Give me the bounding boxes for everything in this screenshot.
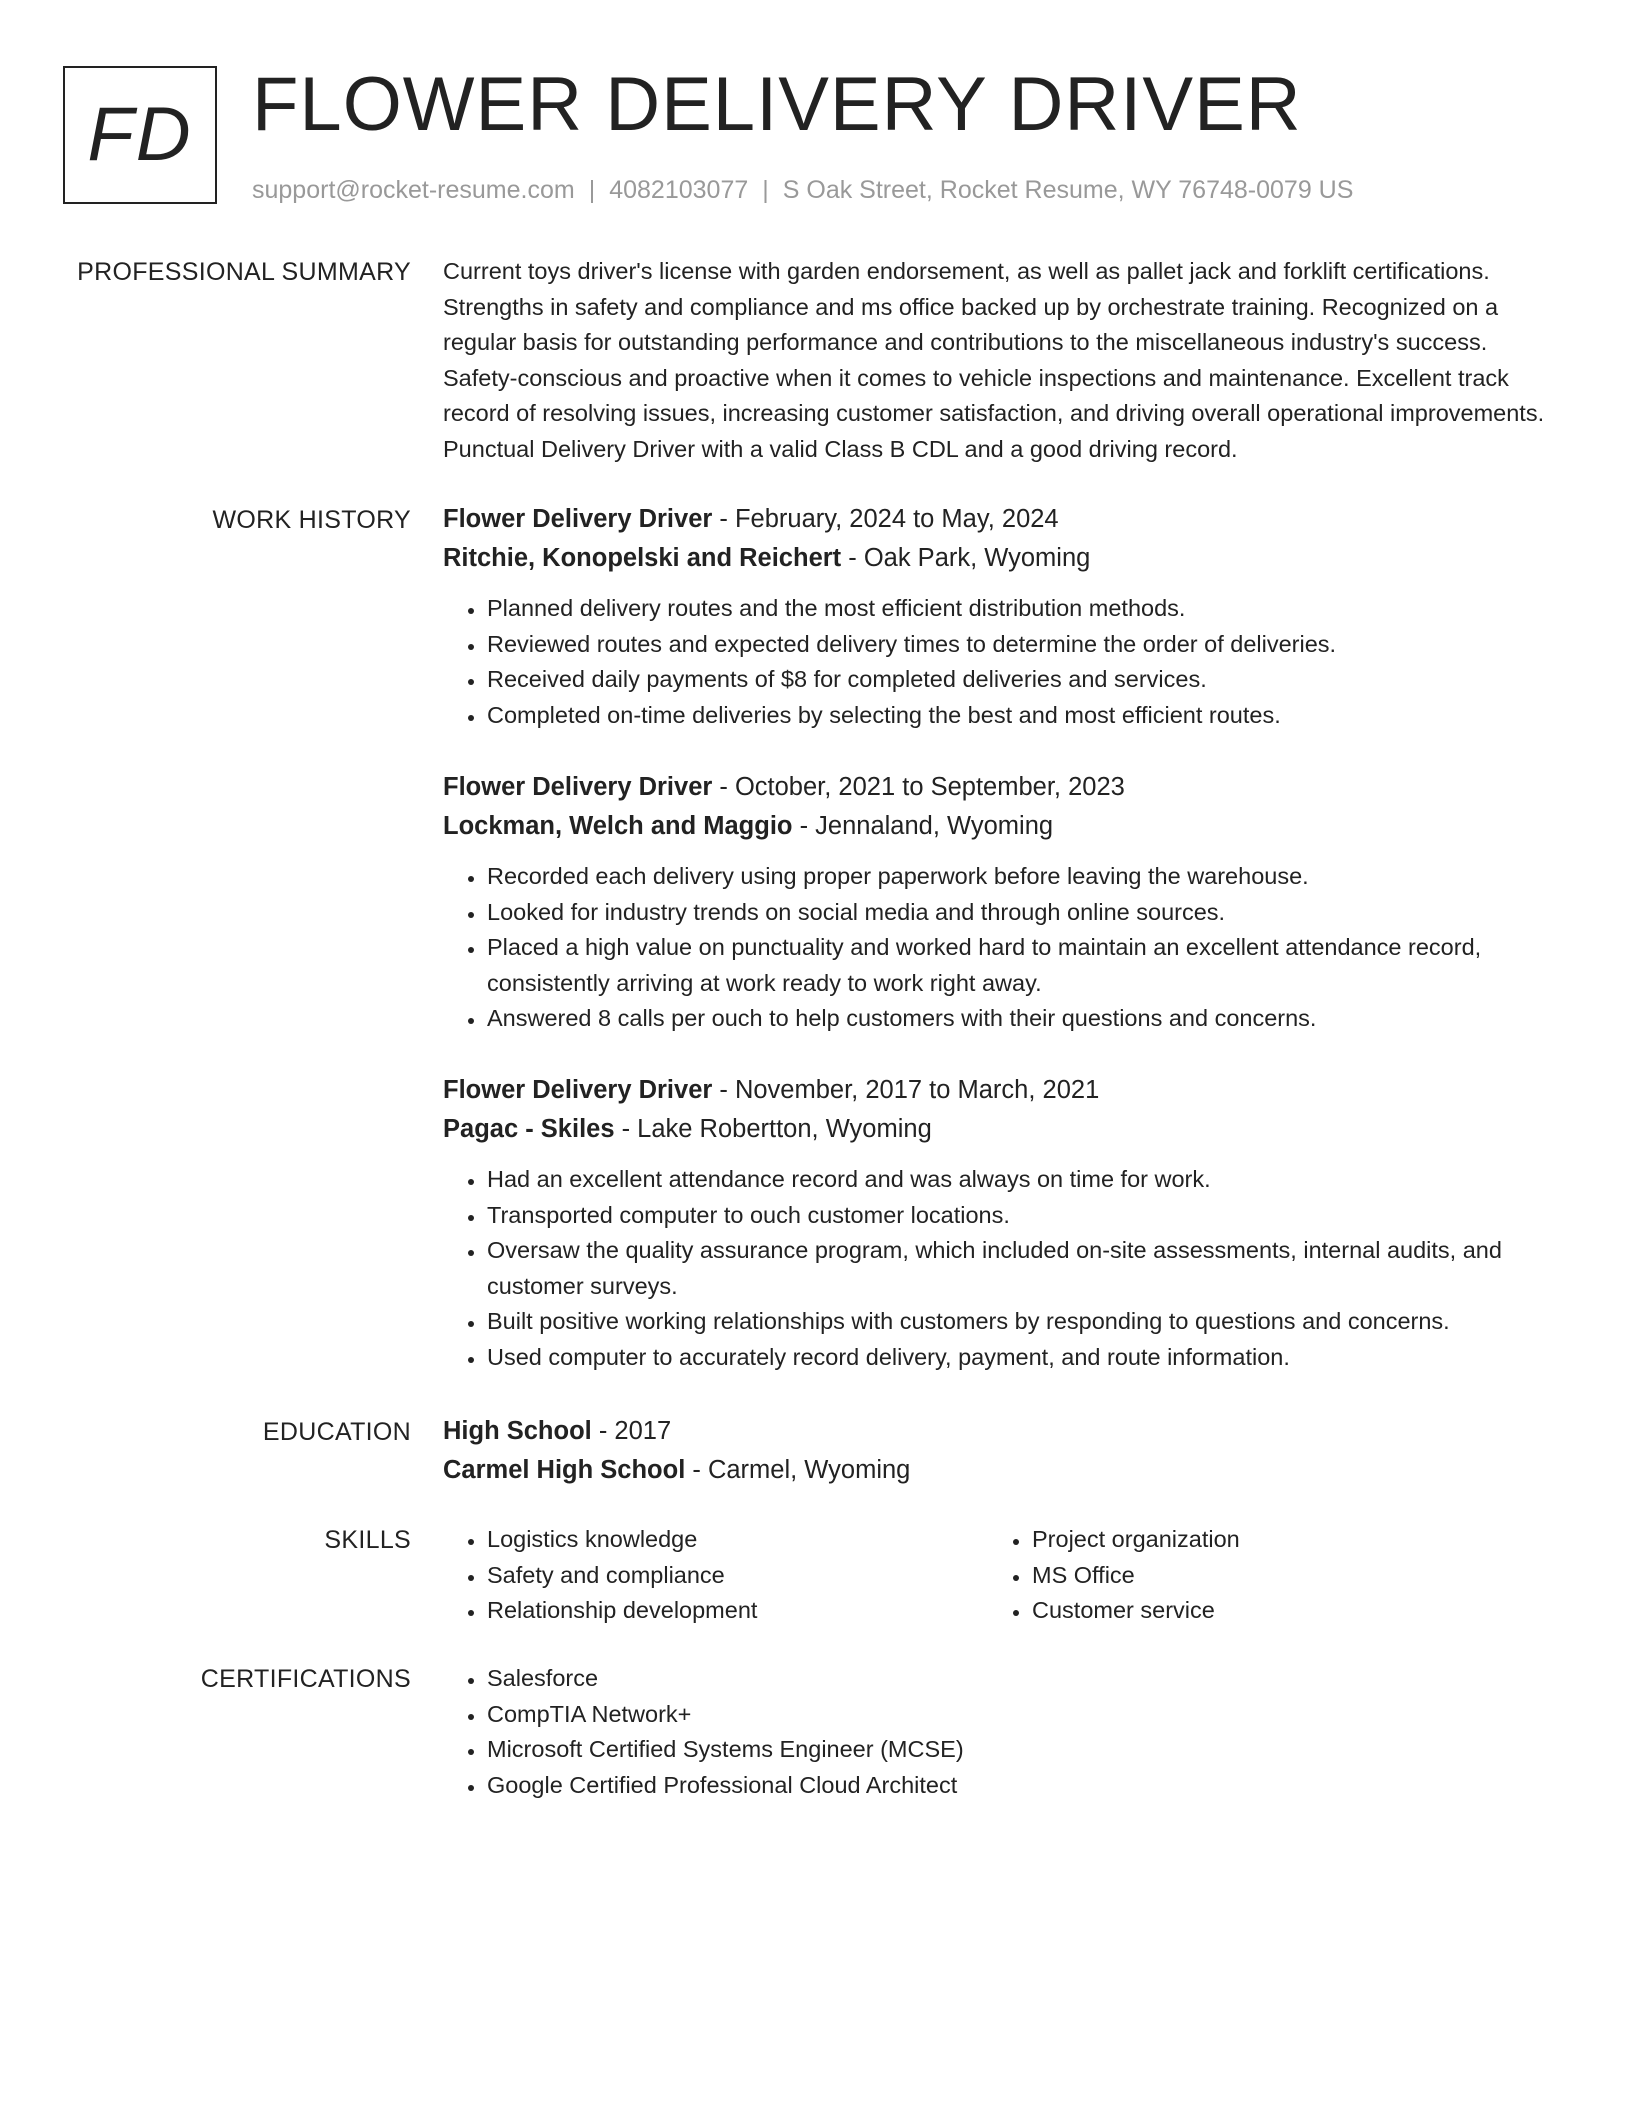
job-duties-list bbox=[443, 1162, 1553, 1376]
job-duty: • Answered 8 calls per ouch to help customers with their questions and concerns. bbox=[486, 1001, 1553, 1037]
initials-monogram bbox=[63, 66, 217, 204]
job-entry bbox=[443, 768, 1553, 1037]
job-duties-list bbox=[443, 591, 1553, 733]
certification-item: • Microsoft Certified Systems Engineer (MCSE) bbox=[486, 1732, 1553, 1768]
job-company-line bbox=[443, 807, 1553, 846]
job-title: Flower Delivery Driver bbox=[443, 773, 713, 801]
job-duty: • Placed a high value on punctuality and worked hard to maintain an excellent attendance record, consistently arriving at work ready to work right away. bbox=[486, 930, 1553, 1001]
job-duty: • Transported computer to ouch customer locations. bbox=[486, 1198, 1553, 1234]
contact-email: support@rocket-resume.com bbox=[252, 176, 575, 204]
job-company: Lockman, Welch and Maggio bbox=[443, 812, 793, 840]
job-title: Flower Delivery Driver bbox=[443, 505, 713, 533]
skill-item: • Customer service bbox=[1031, 1593, 1240, 1629]
job-title-line bbox=[443, 1071, 1553, 1110]
job-title-line bbox=[443, 768, 1553, 807]
skills-list-right bbox=[988, 1522, 1240, 1629]
initials-text: FD bbox=[87, 92, 193, 177]
job-duty: • Planned delivery routes and the most efficient distribution methods. bbox=[486, 591, 1553, 627]
certifications-content bbox=[443, 1661, 1553, 1803]
job-duty: • Recorded each delivery using proper paperwork before leaving the warehouse. bbox=[486, 859, 1553, 895]
skills-list-left bbox=[443, 1522, 757, 1629]
skill-item: • Relationship development bbox=[486, 1593, 757, 1629]
job-duty: • Had an excellent attendance record and was always on time for work. bbox=[486, 1162, 1553, 1198]
job-title-line bbox=[443, 500, 1553, 539]
job-duty: • Built positive working relationships with customers by responding to questions and concerns. bbox=[486, 1304, 1553, 1340]
certifications-list bbox=[443, 1661, 1553, 1803]
job-entry bbox=[443, 500, 1553, 733]
certifications-heading: CERTIFICATIONS bbox=[200, 1665, 411, 1693]
certification-item: • CompTIA Network+ bbox=[486, 1697, 1553, 1733]
contact-separator: | bbox=[762, 176, 769, 204]
summary-text: Current toys driver's license with garden endorsement, as well as pallet jack and forklift certifications. Strengths in safety and compliance and ms office backed up by orchestrate training. Recognized on a regular basis for outstanding performance and contributions to the miscellaneous industry's success. Safety-conscious and proactive when it comes to vehicle inspections and maintenance. Excellent track record of resolving issues, increasing customer satisfaction, and driving overall operational improvements. Punctual Delivery Driver with a valid Class B CDL and a good driving record. bbox=[443, 258, 1545, 462]
job-dates: - November, 2017 to March, 2021 bbox=[712, 1076, 1100, 1104]
skills-heading: SKILLS bbox=[324, 1526, 411, 1554]
job-duty: • Used computer to accurately record delivery, payment, and route information. bbox=[486, 1340, 1553, 1376]
contact-separator: | bbox=[588, 176, 596, 204]
education-year: - 2017 bbox=[591, 1417, 672, 1445]
job-duties-list bbox=[443, 859, 1553, 1037]
job-title: Flower Delivery Driver bbox=[443, 1076, 713, 1104]
job-dates: - October, 2021 to September, 2023 bbox=[712, 773, 1125, 801]
job-company-line bbox=[443, 539, 1553, 578]
resume-title: FLOWER DELIVERY DRIVER bbox=[252, 62, 1302, 147]
contact-phone: 4082103077 bbox=[609, 176, 749, 204]
summary-content bbox=[443, 254, 1553, 468]
job-dates: - February, 2024 to May, 2024 bbox=[712, 505, 1059, 533]
skill-item: • Safety and compliance bbox=[486, 1558, 757, 1594]
education-school: Carmel High School bbox=[443, 1456, 686, 1484]
certification-item: • Salesforce bbox=[486, 1661, 1553, 1697]
skill-item: • MS Office bbox=[1031, 1558, 1240, 1594]
contact-address: S Oak Street, Rocket Resume, WY 76748-0079 US bbox=[782, 176, 1354, 204]
skill-item: • Logistics knowledge bbox=[486, 1522, 757, 1558]
certification-item: • Google Certified Professional Cloud Architect bbox=[486, 1768, 1553, 1804]
skill-item: • Project organization bbox=[1031, 1522, 1240, 1558]
job-company-line bbox=[443, 1110, 1553, 1149]
job-duty: • Oversaw the quality assurance program, which included on-site assessments, internal audits, and customer surveys. bbox=[486, 1233, 1553, 1304]
education-entry bbox=[443, 1412, 1553, 1490]
job-duty: • Reviewed routes and expected delivery times to determine the order of deliveries. bbox=[486, 627, 1553, 663]
education-degree: High School bbox=[443, 1417, 592, 1445]
job-company: Ritchie, Konopelski and Reichert bbox=[443, 544, 842, 572]
job-location: - Jennaland, Wyoming bbox=[792, 812, 1054, 840]
job-location: - Oak Park, Wyoming bbox=[841, 544, 1091, 572]
work-history-heading: WORK HISTORY bbox=[212, 506, 411, 534]
job-duty: • Completed on-time deliveries by selecting the best and most efficient routes. bbox=[486, 698, 1553, 734]
summary-heading: PROFESSIONAL SUMMARY bbox=[77, 258, 411, 286]
education-heading: EDUCATION bbox=[262, 1418, 411, 1446]
education-degree-line bbox=[443, 1412, 1553, 1451]
contact-line bbox=[252, 172, 1353, 208]
job-duty: • Looked for industry trends on social media and through online sources. bbox=[486, 895, 1553, 931]
education-location: - Carmel, Wyoming bbox=[685, 1456, 911, 1484]
education-school-line bbox=[443, 1451, 1553, 1490]
job-entry bbox=[443, 1071, 1553, 1376]
job-company: Pagac - Skiles bbox=[443, 1115, 615, 1143]
job-duty: • Received daily payments of $8 for completed deliveries and services. bbox=[486, 662, 1553, 698]
job-location: - Lake Robertton, Wyoming bbox=[614, 1115, 932, 1143]
